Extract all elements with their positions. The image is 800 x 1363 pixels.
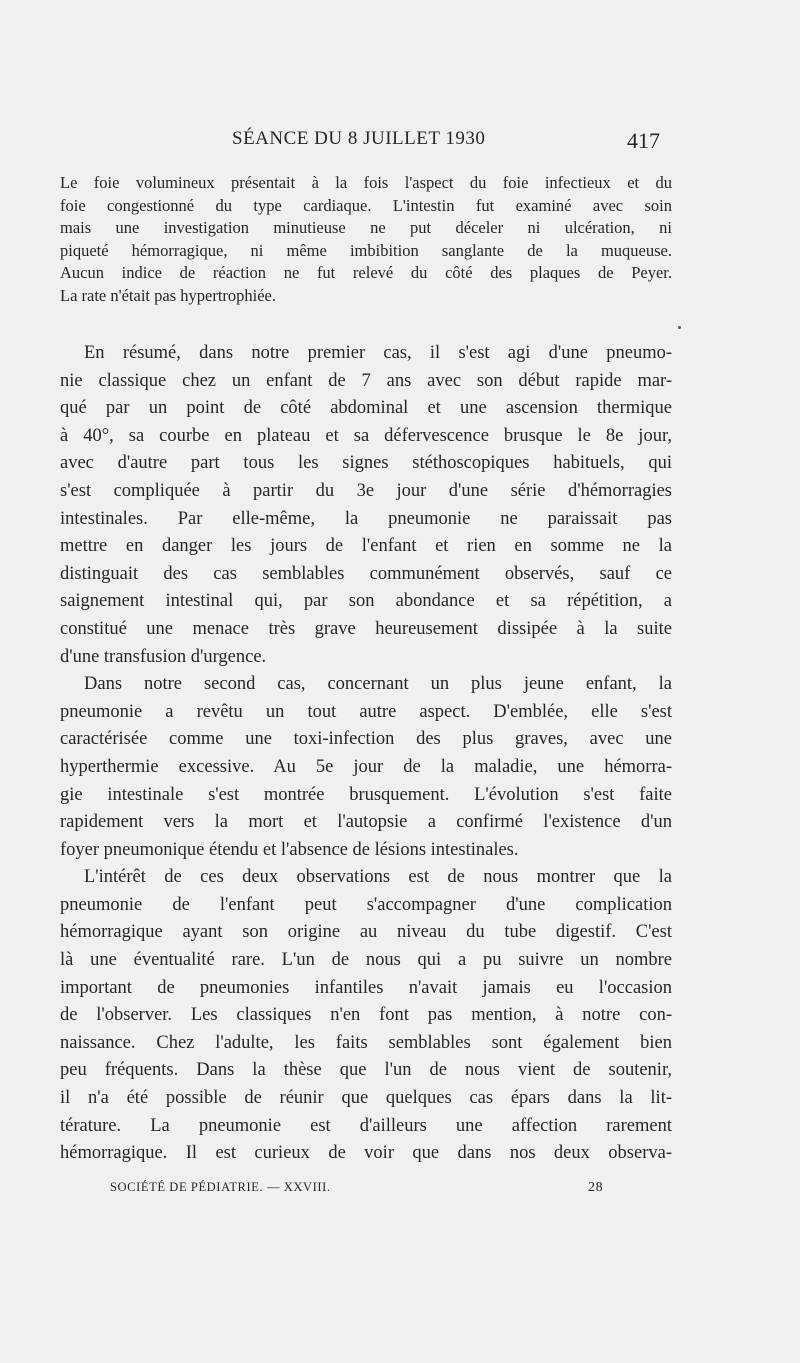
text-line: hyperthermie excessive. Au 5e jour de la maladie, une hémorra- [60, 756, 672, 777]
paragraph-autopsy-findings [60, 172, 672, 307]
text-line: peu fréquents. Dans la thèse que l'un de nous vient de soutenir, [60, 1060, 672, 1081]
text-line: qué par un point de côté abdominal et une ascension thermique [60, 398, 672, 419]
text-line: Dans notre second cas, concernant un plus jeune enfant, la [84, 674, 672, 695]
text-line: hémorragique ayant son origine au niveau du tube digestif. C'est [60, 922, 672, 943]
text-line: à 40°, sa courbe en plateau et sa défervescence brusque le 8e jour, [60, 425, 672, 446]
text-line: de l'observer. Les classiques n'en font pas mention, à notre con- [60, 1005, 672, 1026]
text-line: s'est compliquée à partir du 3e jour d'une série d'hémorragies [60, 480, 672, 501]
text-line: En résumé, dans notre premier cas, il s'est agi d'une pneumo- [84, 343, 672, 363]
text-line: foie congestionné du type cardiaque. L'intestin fut examiné avec soin [60, 195, 672, 215]
text-line: là une éventualité rare. L'un de nous qui a pu suivre un nombre [60, 950, 672, 971]
text-line: hémorragique. Il est curieux de voir que dans nos deux observa- [60, 1143, 672, 1164]
running-header [60, 128, 660, 158]
text-line: d'une transfusion d'urgence. [60, 646, 267, 667]
text-line: L'intérêt de ces deux observations est de nous montrer que la [84, 867, 672, 888]
text-line: térature. La pneumonie est d'ailleurs une affection rarement [60, 1115, 672, 1136]
footer-sheet-number: 28 [588, 1180, 604, 1195]
text-line: distinguait des cas semblables communément observés, sauf ce [60, 563, 672, 584]
page-number: 417 [627, 128, 660, 153]
paragraph-interest [60, 864, 672, 1168]
text-line: constitué une menace très grave heureusement dissipée à la suite [60, 618, 672, 639]
text-line: La rate n'était pas hypertrophiée. [60, 285, 276, 305]
text-line: gie intestinale s'est montrée brusquement. L'évolution s'est faite [60, 784, 672, 805]
text-line: intestinales. Par elle-même, la pneumonie ne paraissait pas [60, 508, 672, 529]
text-line: Aucun indice de réaction ne fut relevé du côté des plaques de Peyer. [60, 263, 672, 282]
text-line: Le foie volumineux présentait à la fois l'aspect du foie infectieux et du [60, 173, 672, 192]
main-text [60, 340, 672, 1168]
text-line: mais une investigation minutieuse ne put déceler ni ulcération, ni [60, 218, 672, 237]
text-line: mettre en danger les jours de l'enfant et rien en somme ne la [60, 536, 672, 557]
text-line: saignement intestinal qui, par son abondance et sa répétition, a [60, 591, 672, 612]
text-line: important de pneumonies infantiles n'avait jamais eu l'occasion [60, 977, 672, 998]
text-line: il n'a été possible de réunir que quelques cas épars dans la lit- [60, 1088, 672, 1109]
text-line: avec d'autre part tous les signes stéthoscopiques habituels, qui [60, 453, 672, 474]
paragraph-case-2 [60, 671, 672, 864]
text-line: pneumonie de l'enfant peut s'accompagner d'une complication [60, 894, 672, 915]
footer-signature-mark: SOCIÉTÉ DE PÉDIATRIE. — XXVIII. [110, 1180, 331, 1194]
page-footer [110, 1180, 610, 1200]
text-line: foyer pneumonique étendu et l'absence de lésions intestinales. [60, 839, 519, 860]
paragraph-summary-case-1 [60, 340, 672, 671]
text-line: pneumonie a revêtu un tout autre aspect. D'emblée, elle s'est [60, 701, 672, 722]
text-line: piqueté hémorragique, ni même imbibition sanglante de la muqueuse. [60, 240, 672, 260]
text-line: caractérisée comme une toxi-infection des plus graves, avec une [60, 729, 672, 750]
text-line: nie classique chez un enfant de 7 ans avec son début rapide mar- [60, 370, 672, 391]
header-title: SÉANCE DU 8 JUILLET 1930 [232, 128, 486, 149]
margin-mark [678, 326, 681, 329]
text-line: naissance. Chez l'adulte, les faits semblables sont également bien [60, 1032, 672, 1053]
text-line: rapidement vers la mort et l'autopsie a confirmé l'existence d'un [60, 812, 672, 833]
